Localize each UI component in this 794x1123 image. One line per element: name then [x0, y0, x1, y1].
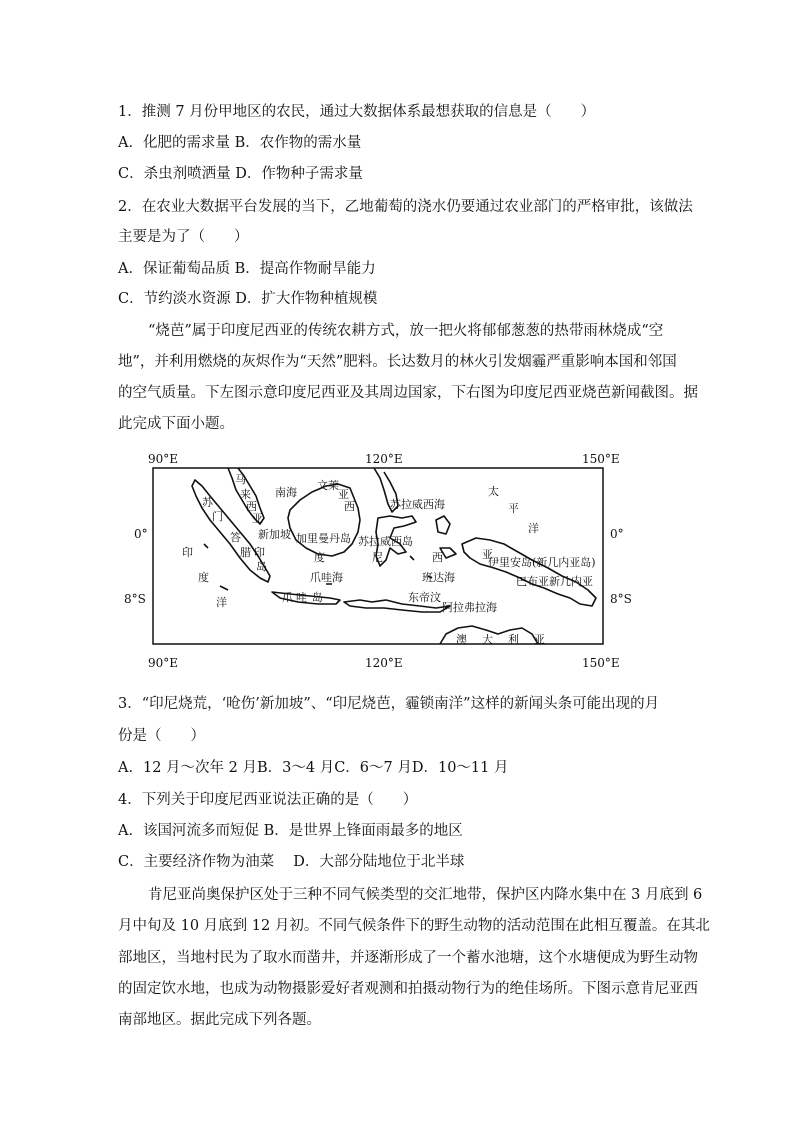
q2-options-cd: C．节约淡水资源 D．扩大作物种植规模: [118, 291, 378, 307]
label-sulawesi-island: 苏拉威西岛: [358, 535, 413, 548]
label-australia-ao: 澳: [456, 633, 467, 646]
q1-options-ab: A．化肥的需求量 B．农作物的需水量: [118, 135, 362, 151]
label-java-gua: 爪: [282, 591, 293, 604]
label-malaysia-ya: 亚: [252, 512, 263, 525]
passage2-line1: 肯尼亚尚奥保护区处于三种不同气候类型的交汇地带，保护区内降水集中在 3 月底到 6: [148, 887, 703, 903]
borneo-coast: [288, 484, 360, 556]
label-sumatra-su: 苏: [202, 496, 213, 509]
label-pacific-ping: 平: [508, 502, 519, 515]
label-indonesia-ni: 尼: [372, 551, 383, 564]
label-indian-ocean-yang: 洋: [216, 596, 227, 609]
passage2-line3: 部地区，当地村民为了取水而凿井，并逐渐形成了一个蓄水池塘，这个水塘便成为野生动物: [118, 950, 698, 966]
label-malaysia-ma: 马: [235, 473, 246, 486]
q1-options-cd: C．杀虫剂喷洒量 D．作物种子需求量: [118, 166, 363, 182]
q4-options-cd: C．主要经济作物为油菜 D．大部分陆地位于北半球: [118, 854, 465, 870]
label-singapore: 新加坡: [258, 528, 291, 541]
label-irian-island: 伊里安岛(新几内亚岛): [488, 556, 596, 569]
lat-right-0: 0°: [610, 527, 624, 541]
label-java-wa: 哇: [296, 591, 307, 604]
label-pacific-yang: 洋: [528, 522, 539, 535]
label-borneo: 加里曼丹岛: [296, 532, 351, 545]
passage1-line2: 地”，并利用燃烧的灰烬作为“天然”肥料。长达数月的林火引发烟霾严重影响本国和邻国: [118, 354, 677, 370]
q4-options-ab: A．该国河流多而短促 B．是世界上锋面雨最多的地区: [118, 823, 463, 839]
passage2-line5: 南部地区。据此完成下列各题。: [118, 1012, 321, 1028]
q4-stem: 4．下列关于印度尼西亚说法正确的是（ ）: [118, 792, 418, 808]
lon-top-120: 120°E: [365, 452, 403, 466]
label-australia-ya: 亚: [534, 633, 545, 646]
q3-options: A．12 月～次年 2 月B．3～4 月C．6～7 月D．10～11 月: [118, 760, 509, 776]
label-east-timor: 东帝汶: [408, 591, 441, 604]
passage1-line3: 的空气质量。下左图示意印度尼西亚及其周边国家，下右图为印度尼西亚烧芭新闻截图。据: [118, 385, 698, 401]
q2-stem-line1: 2．在农业大数据平台发展的当下，乙地葡萄的浇水仍要通过农业部门的严格审批，该做法: [118, 199, 693, 215]
label-sumatra-da: 答: [230, 531, 241, 544]
indonesia-map: [124, 448, 632, 673]
label-arafura-sea: 阿拉弗拉海: [442, 601, 497, 614]
passage1-line4: 此完成下面小题。: [118, 416, 234, 432]
label-papua-new-guinea: 巴布亚新几内亚: [516, 575, 593, 588]
passage2-line4: 的固定饮水地，也成为动物摄影爱好者观测和拍摄动物行为的绝佳场所。下图示意肯尼亚西: [118, 981, 698, 997]
q2-options-ab: A．保证葡萄品质 B．提高作物耐旱能力: [118, 261, 376, 277]
label-sulawesi-sea: 苏拉威西海: [390, 498, 445, 511]
label-banda-sea: 班达海: [422, 571, 455, 584]
lat-left-8s: 8°S: [124, 592, 146, 606]
passage1-line1: “烧芭”属于印度尼西亚的传统农耕方式，放一把火将郁郁葱葱的热带雨林烧成“空: [148, 323, 664, 339]
label-indonesia-ya: 亚: [482, 548, 493, 561]
lon-top-90: 90°E: [148, 452, 179, 466]
label-indian-ocean-du: 度: [198, 571, 209, 584]
label-indonesia-du: 度: [314, 551, 325, 564]
lon-top-150: 150°E: [582, 452, 620, 466]
label-wenlai: 文莱: [317, 479, 339, 492]
label-indonesia-xi: 西: [432, 551, 443, 564]
q3-stem-line2: 份是（ ）: [118, 728, 205, 744]
q3-stem-line1: 3．“印尼烧荒，‘呛伤’新加坡”、“印尼烧芭，霾锁南洋”这样的新闻头条可能出现的月: [118, 696, 660, 712]
lon-bottom-120: 120°E: [365, 656, 403, 670]
label-java-sea: 爪哇海: [310, 571, 343, 584]
label-philippines-ya: 亚: [338, 488, 349, 501]
label-pacific-tai: 太: [488, 485, 499, 498]
label-philippines-xi: 西: [344, 500, 355, 513]
q2-stem-line2: 主要是为了（ ）: [118, 229, 249, 245]
label-sumatra-la: 腊: [240, 546, 251, 559]
label-australia-li: 利: [508, 633, 519, 646]
lat-right-8s: 8°S: [610, 592, 632, 606]
label-indian-ocean-yin: 印: [182, 546, 193, 559]
label-indonesia-yin: 印: [254, 546, 265, 559]
label-malaysia-lai: 来: [240, 488, 251, 501]
label-malaysia-xi: 西: [246, 500, 257, 513]
label-nanhai: 南海: [275, 486, 297, 499]
lat-left-0: 0°: [134, 527, 148, 541]
lon-bottom-150: 150°E: [582, 656, 620, 670]
label-java-dao: 岛: [312, 591, 323, 604]
label-sumatra-dao: 岛: [256, 560, 267, 573]
passage2-line2: 月中旬及 10 月底到 12 月初。不同气候条件下的野生动物的活动范围在此相互覆盖。在其北: [118, 918, 710, 934]
label-sumatra-men: 门: [212, 510, 223, 523]
label-australia-da: 大: [482, 633, 493, 646]
q1-stem: 1．推测 7 月份甲地区的农民，通过大数据体系最想获取的信息是（ ）: [118, 104, 596, 120]
lon-bottom-90: 90°E: [148, 656, 179, 670]
